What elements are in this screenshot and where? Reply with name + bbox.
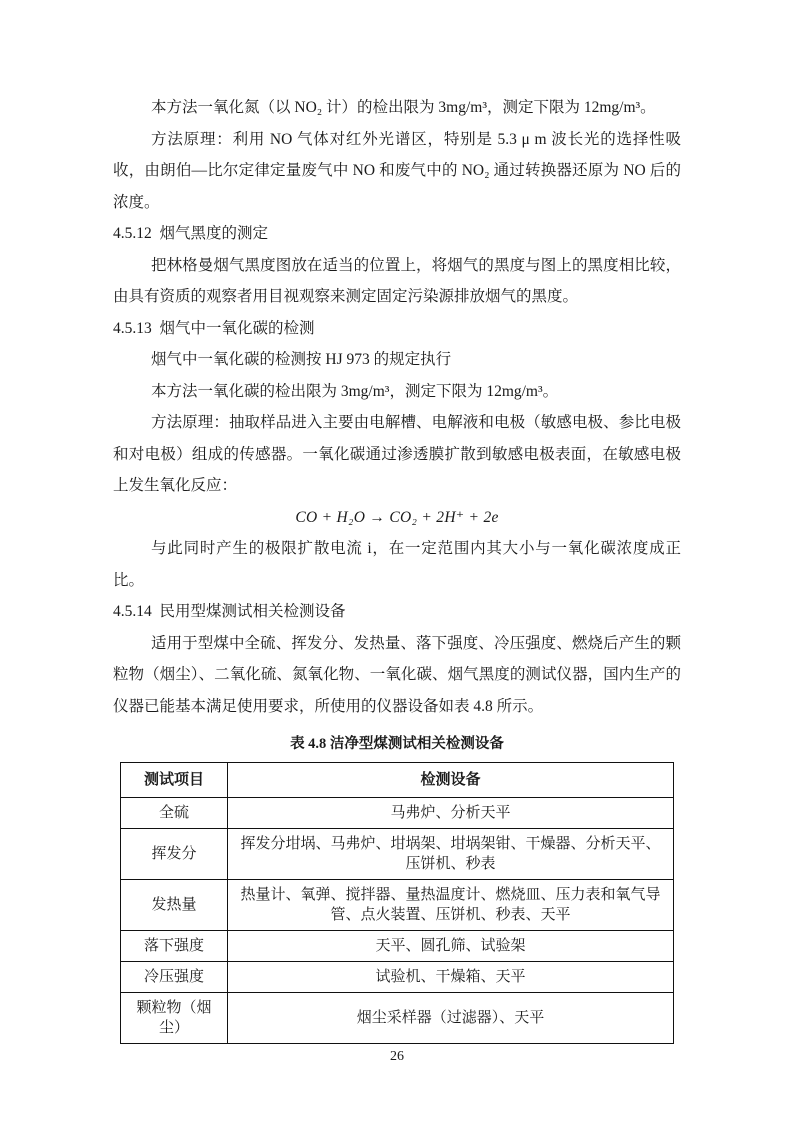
table-row (121, 962, 674, 993)
paragraph-no-method-principle: 方法原理：利用 NO 气体对红外光谱区，特别是 5.3 μ m 波长光的选择性吸收，由朗伯—比尔定律定量废气中 NO 和废气中的 NO₂ 通过转换器还原为 NO 后的浓度。 (113, 130, 681, 211)
cell-equipment: 热量计、氧弹、搅拌器、量热温度计、燃烧皿、压力表和氧气导管、点火装置、压饼机、秒表、天平 (228, 880, 674, 931)
cell-test-item: 全硫 (121, 798, 228, 829)
paragraph-diffusion-current: 与此同时产生的极限扩散电流 i，在一定范围内其大小与一氧化碳浓度成正比。 (113, 540, 681, 589)
cell-equipment: 挥发分坩埚、马弗炉、坩埚架、坩埚架钳、干燥器、分析天平、压饼机、秒表 (228, 829, 674, 880)
section-heading-4-5-14: 4.5.14 民用型煤测试相关检测设备 (113, 603, 346, 620)
cell-equipment: 马弗炉、分析天平 (228, 798, 674, 829)
table-row (121, 829, 674, 880)
cell-equipment: 烟尘采样器（过滤器）、天平 (228, 993, 674, 1044)
cell-test-item: 发热量 (121, 880, 228, 931)
cell-test-item: 冷压强度 (121, 962, 228, 993)
table-row (121, 993, 674, 1044)
paragraph-no2-detection-limit: 本方法一氧化氮（以 NO₂ 计）的检出限为 3mg/m³，测定下限为 12mg/m³。 (151, 99, 656, 116)
table-header-row (121, 763, 674, 798)
table-row (121, 798, 674, 829)
document-content (113, 92, 681, 1067)
section-heading-4-5-13: 4.5.13 烟气中一氧化碳的检测 (113, 319, 315, 337)
equipment-table (120, 762, 674, 1044)
table-caption: 表 4.8 洁净型煤测试相关检测设备 (290, 736, 504, 752)
paragraph-equipment-intro: 适用于型煤中全硫、挥发分、发热量、落下强度、冷压强度、燃烧后产生的颗粒物（烟尘）、二氧化硫、氮氧化物、一氧化碳、烟气黑度的测试仪器，国内生产的仪器已能基本满足使用要求，所使用的仪器设备如表 4.8 所示。 (113, 634, 681, 715)
paragraph-co-standard: 烟气中一氧化碳的检测按 HJ 973 的规定执行 (151, 351, 452, 368)
paragraph-co-detection-limit: 本方法一氧化碳的检出限为 3mg/m³，测定下限为 12mg/m³。 (151, 382, 559, 400)
cell-equipment: 试验机、干燥箱、天平 (228, 962, 674, 993)
paragraph-co-method-principle: 方法原理：抽取样品进入主要由电解槽、电解液和电极（敏感电极、参比电极和对电极）组成的传感器。一氧化碳通过渗透膜扩散到敏感电极表面，在敏感电极上发生氧化反应： (113, 414, 681, 494)
cell-test-item: 落下强度 (121, 931, 228, 962)
cell-equipment: 天平、圆孔筛、试验架 (228, 931, 674, 962)
column-header-test-item: 测试项目 (121, 763, 228, 798)
cell-test-item: 颗粒物（烟尘） (121, 993, 228, 1044)
table-row (121, 880, 674, 931)
page-number: 26 (390, 1049, 404, 1064)
paragraph-smoke-blackness: 把林格曼烟气黑度图放在适当的位置上，将烟气的黑度与图上的黑度相比较，由具有资质的观察者用目视观察来测定固定污染源排放烟气的黑度。 (113, 256, 681, 305)
section-heading-4-5-12: 4.5.12 烟气黑度的测定 (113, 225, 269, 242)
cell-test-item: 挥发分 (121, 829, 228, 880)
column-header-equipment: 检测设备 (228, 763, 674, 798)
chemical-equation: CO + H₂O → CO₂ + 2H⁺ + 2e (295, 508, 499, 526)
table-row (121, 931, 674, 962)
